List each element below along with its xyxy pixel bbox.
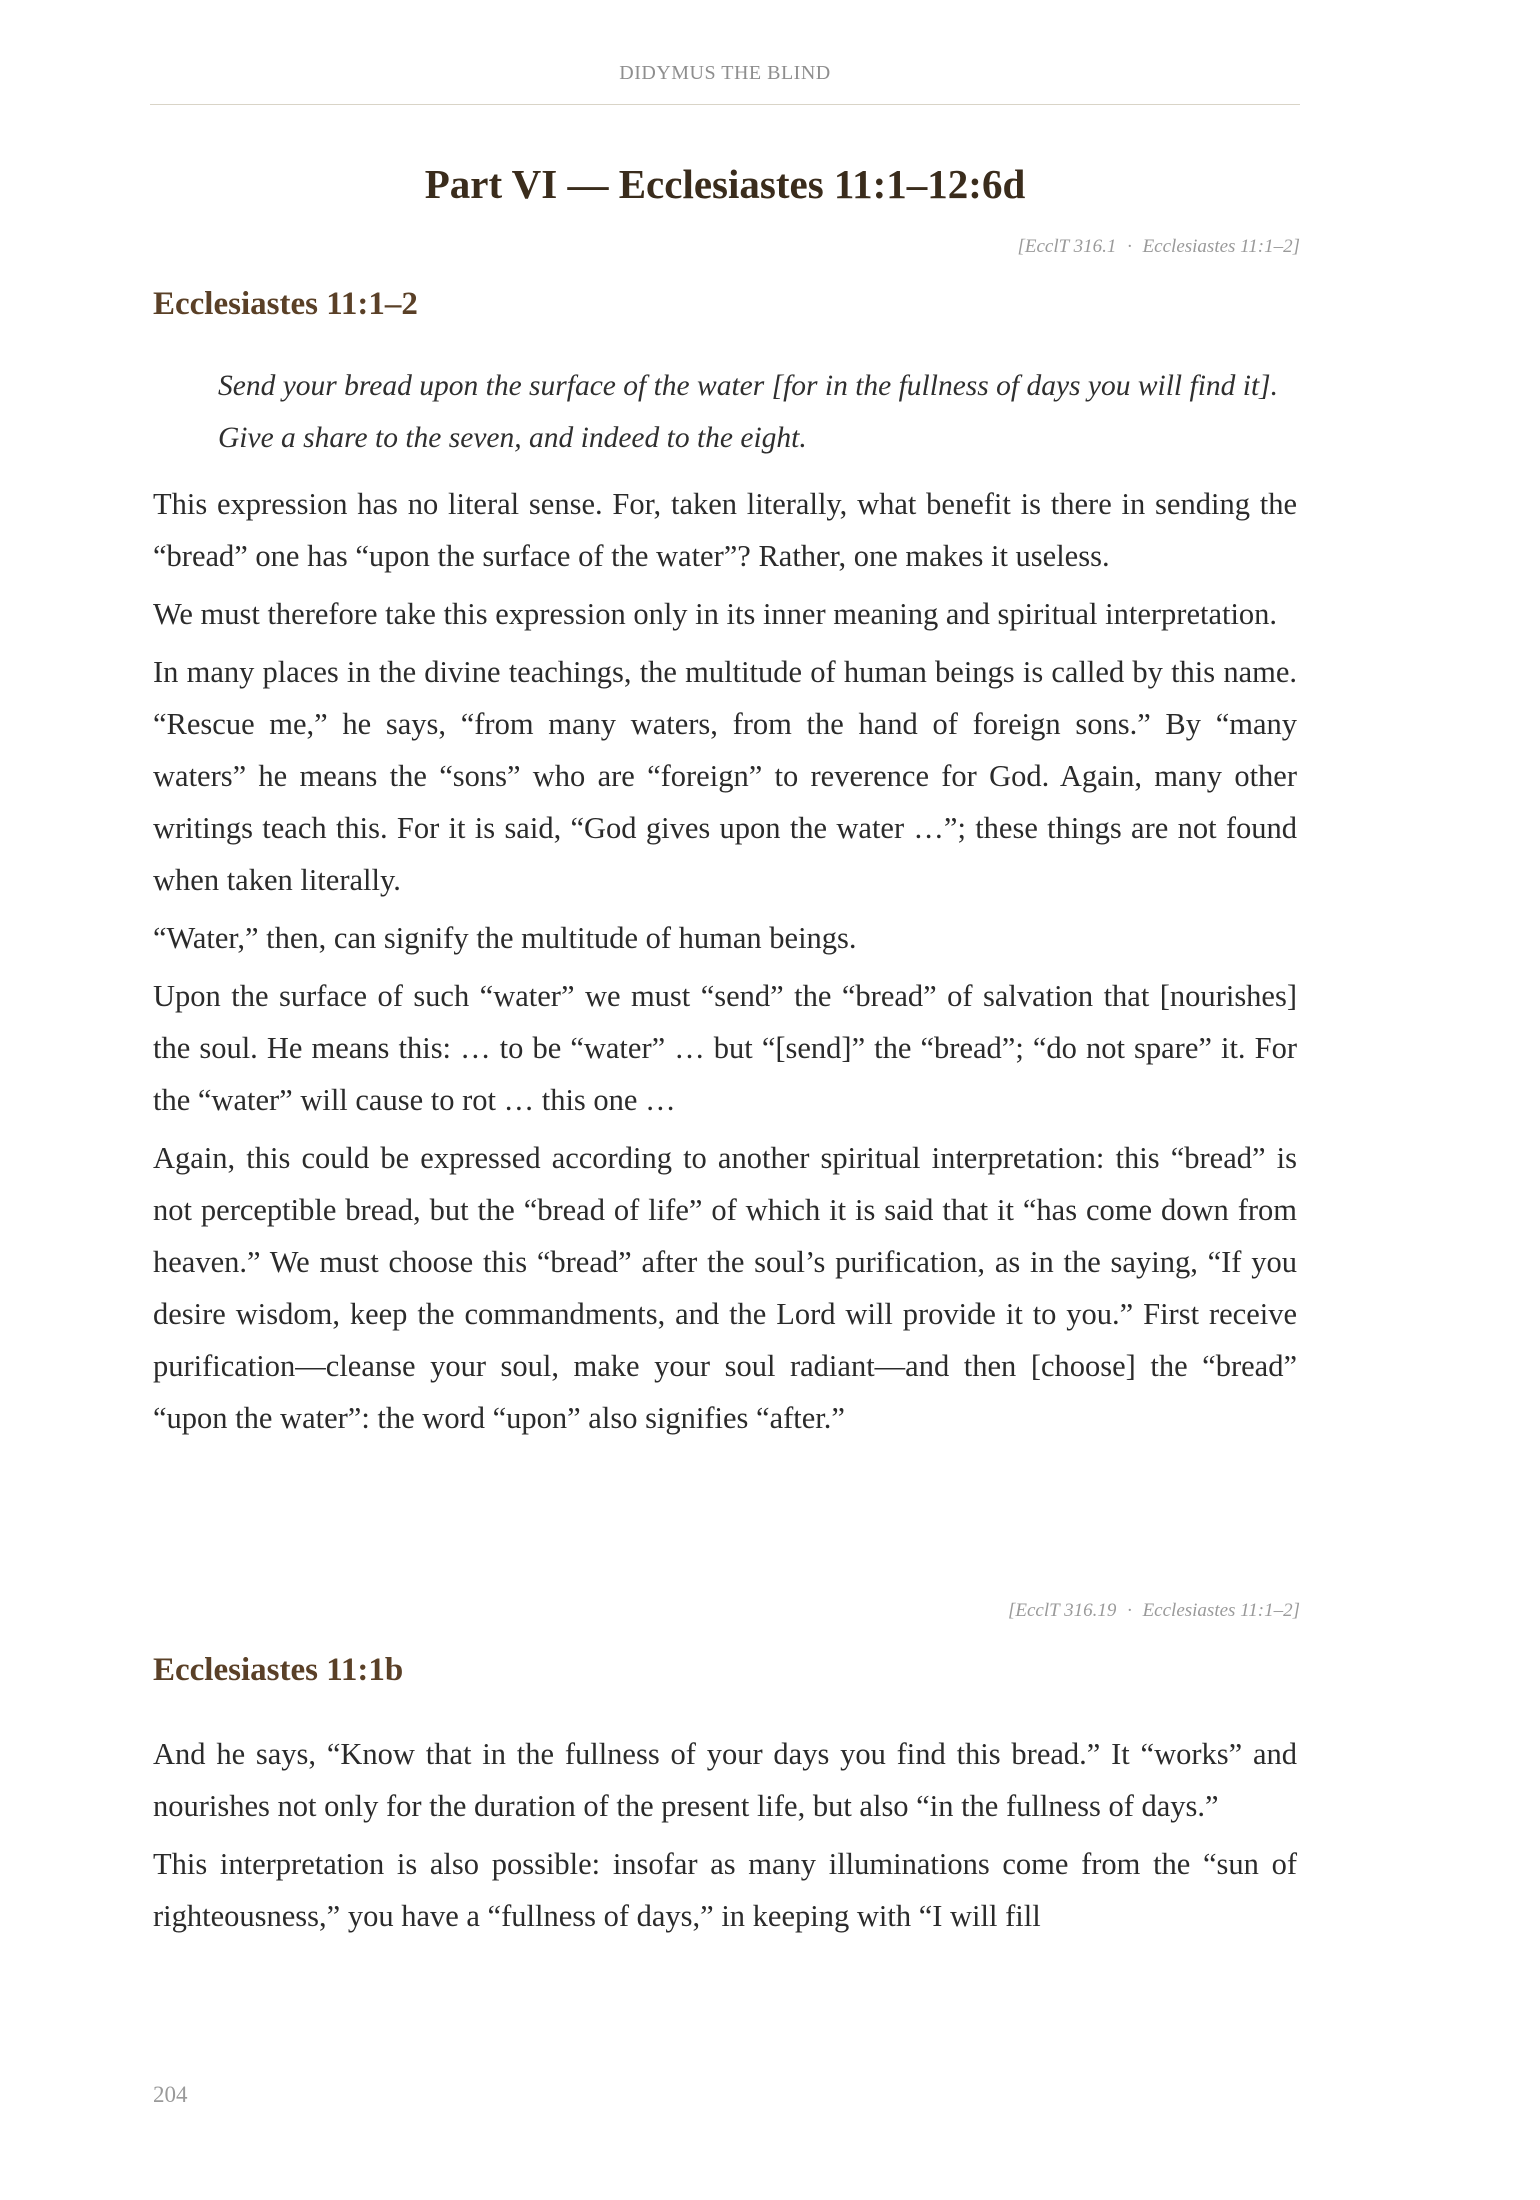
reference-separator: · — [1127, 1600, 1132, 1621]
reference-code: [EcclT 316.19 — [1007, 1600, 1117, 1621]
section-heading: Ecclesiastes 11:1b — [153, 1652, 404, 1688]
paragraph: Again, this could be expressed according to another spiritual interpretation: this “bread” is not perceptible bread, but the “bread of life” of which it is said that it “has come down from heaven.” We must choose this “bread” after the soul’s purification, as in the saying, “If you desire wisdom, keep the commandments, and the Lord will provide it to you.” First receive purification—cleanse your soul, make your soul radiant—and then [choose] the “bread” “upon the water”: the word “upon” also signifies “after.” — [153, 1141, 1297, 1435]
section-reference — [1008, 1600, 1300, 1622]
paragraph: We must therefore take this expression only in its inner meaning and spiritual interpretation. — [153, 597, 1278, 631]
paragraph: And he says, “Know that in the fullness of your days you find this bread.” It “works” and nourishes not only for the duration of the present life, but also “in the fullness of days.” — [153, 1737, 1297, 1823]
paragraph: In many places in the divine teachings, the multitude of human beings is called by this name. “Rescue me,” he says, “from many waters, from the hand of foreign sons.” By “many waters” he means the “sons” who are “foreign” to reverence for God. Again, many other writings teach this. For it is said, “God gives upon the water …”; these things are not found when taken literally. — [153, 655, 1297, 897]
running-head: DIDYMUS THE BLIND — [619, 62, 831, 84]
reference-passage: Ecclesiastes 11:1–2] — [1142, 236, 1300, 257]
reference-separator: · — [1127, 236, 1132, 257]
paragraph: Upon the surface of such “water” we must “send” the “bread” of salvation that [nourishes] the soul. He means this: … to be “water” … but “[send]” the “bread”; “do not spare” it. For the “water” will cause to rot … this one … — [153, 979, 1297, 1117]
section-reference — [1017, 236, 1300, 258]
lemma-quote: Send your bread upon the surface of the water [for in the fullness of days you will find it]. Give a share to the seven, and indeed to the eight. — [218, 370, 1279, 454]
page-number: 204 — [153, 2082, 188, 2107]
commentary-body — [153, 478, 1297, 1450]
paragraph: This interpretation is also possible: insofar as many illuminations come from the “sun of righteousness,” you have a “fullness of days,” in keeping with “I will fill — [153, 1847, 1297, 1933]
reference-passage: Ecclesiastes 11:1–2] — [1142, 1600, 1300, 1621]
part-title: Part VI — Ecclesiastes 11:1–12:6d — [424, 161, 1026, 207]
reference-code: [EcclT 316.1 — [1017, 236, 1117, 257]
paragraph: “Water,” then, can signify the multitude of human beings. — [153, 921, 857, 955]
section-heading: Ecclesiastes 11:1–2 — [153, 286, 418, 322]
paragraph: This expression has no literal sense. For, taken literally, what benefit is there in sending the “bread” one has “upon the surface of the water”? Rather, one makes it useless. — [153, 487, 1297, 573]
header-divider — [150, 104, 1300, 105]
commentary-body — [153, 1728, 1297, 1948]
